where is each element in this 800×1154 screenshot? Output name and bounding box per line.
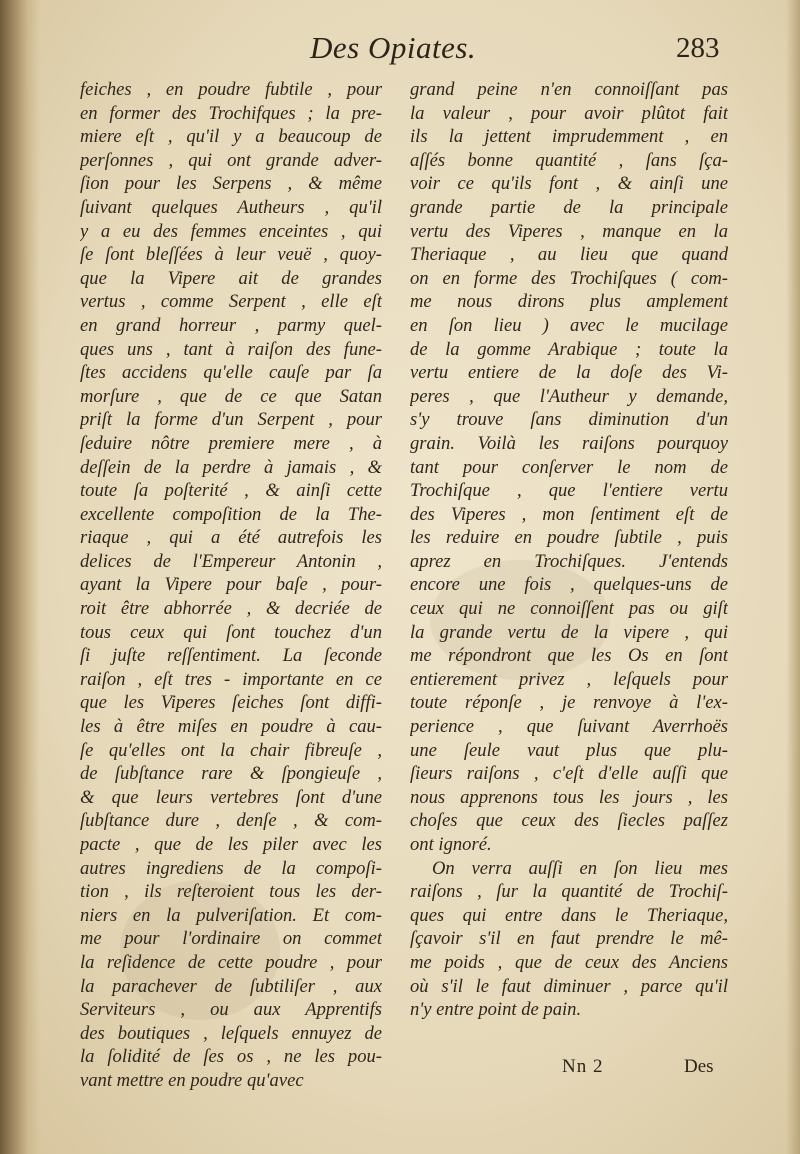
text-line: ſubſtance dure , denſe , & com- <box>80 810 382 832</box>
text-line: delices de l'Empereur Antonin , <box>80 550 382 572</box>
text-line: Theriaque , au lieu que quand <box>410 244 728 266</box>
text-line: où s'il le faut diminuer , parce qu'il <box>410 975 728 997</box>
text-line: On verra auſſi en ſon lieu mes <box>432 857 728 879</box>
text-line: en ſon lieu ) avec le mucilage <box>410 314 728 336</box>
text-line: perſonnes , qui ont grande adver- <box>80 149 382 171</box>
running-title: Des Opiates. <box>310 30 477 65</box>
text-line: que les Viperes ſeiches ſont diffi- <box>80 692 382 714</box>
text-line: s'y trouve ſans diminution d'un <box>410 409 728 431</box>
text-line: en former des Trochifques ; la pre- <box>80 102 382 124</box>
text-line: feiches , en poudre fubtile , pour <box>80 79 382 100</box>
text-column-left <box>80 78 382 1093</box>
text-line: tous ceux qui ſont touchez d'un <box>80 621 382 643</box>
text-line: ayant la Vipere pour baſe , pour- <box>80 574 382 596</box>
text-line: vertus , comme Serpent , elle eſt <box>80 291 382 313</box>
text-line: des boutiques , leſquels ennuyez de <box>80 1022 382 1044</box>
text-line: Trochiſque , que l'entiere vertu <box>410 480 728 502</box>
page-edge-shadow <box>786 0 800 1154</box>
text-line: me poids , que de ceux des Anciens <box>410 951 728 973</box>
text-line: miere eſt , qu'il y a beaucoup de <box>80 126 382 148</box>
text-line: la parachever de ſubtiliſer , aux <box>80 975 382 997</box>
text-line: on en forme des Trochiſques ( com- <box>410 267 728 289</box>
text-line: ceux qui ne connoiſſent pas ou giſt <box>410 598 728 620</box>
text-line: y a eu des femmes enceintes , qui <box>80 220 382 242</box>
text-line: perience , que ſuivant Averrhoës <box>410 716 728 738</box>
text-line: de la gomme Arabique ; toute la <box>410 338 728 360</box>
text-line: raiſon , eſt tres - importante en ce <box>80 668 382 690</box>
text-line: tant pour conſerver le nom de <box>410 456 728 478</box>
text-line: ont ignoré. <box>410 834 492 855</box>
text-line: ſieurs raiſons , c'eſt d'elle auſſi que <box>410 763 728 785</box>
text-line: toute ſa poſterité , & ainſi cette <box>80 480 382 502</box>
text-line: pacte , que de les piler avec les <box>80 834 382 855</box>
text-line: morſure , que de ce que Satan <box>80 385 382 407</box>
text-line: ſion pour les Serpens , & même <box>80 173 382 195</box>
text-line: deſſein de la perdre à jamais , & <box>80 456 382 478</box>
text-line: grande partie de la principale <box>410 196 728 218</box>
text-line: entierement privez , leſquels pour <box>410 668 728 690</box>
text-line: les à être miſes en poudre à cau- <box>80 716 382 738</box>
text-line: ſe ſont bleſſées à leur veuë , quoy- <box>80 244 382 266</box>
text-line: n'y entre point de pain. <box>410 999 582 1021</box>
text-line: vertu entiere de la doſe des Vi- <box>410 362 728 384</box>
text-line: encore une fois , quelques-uns de <box>410 574 728 596</box>
signature-mark: Nn 2 <box>562 1056 604 1077</box>
text-line: la grande vertu de la vipere , qui <box>410 621 728 643</box>
text-line: niers en la pulveriſation. Et com- <box>80 904 382 926</box>
text-line: raiſons , ſur la quantité de Trochiſ- <box>410 881 728 903</box>
text-line: ſe qu'elles ont la chair fibreuſe , <box>80 739 382 761</box>
text-line: ſçavoir s'il en faut prendre le mê- <box>410 928 728 950</box>
text-line: des Viperes , mon ſentiment eſt de <box>410 503 728 525</box>
text-line: ils la jettent imprudemment , en <box>410 126 728 148</box>
text-line: de ſubſtance rare & ſpongieuſe , <box>80 763 382 785</box>
text-line: grain. Voilà les raiſons pourquoy <box>410 432 728 454</box>
text-line: vertu des Viperes , manque en la <box>410 220 728 242</box>
text-line: excellente compoſition de la The- <box>80 503 382 525</box>
text-line: ſtes accidens qu'elle cauſe par ſa <box>80 362 382 384</box>
text-line: priſt la forme d'un Serpent , pour <box>80 409 382 431</box>
text-line: voir ce qu'ils font , & ainſi une <box>410 173 728 195</box>
catchword: Des <box>684 1056 714 1077</box>
text-line: les reduire en poudre ſubtile , puis <box>410 527 728 549</box>
text-line: la ſolidité de ſes os , ne les pou- <box>80 1046 382 1068</box>
text-line: me pour l'ordinaire on commet <box>80 928 382 950</box>
text-line: ques uns , tant à raiſon des fune- <box>80 338 382 360</box>
text-line: me nous dirons plus amplement <box>410 291 728 313</box>
page-header <box>0 30 800 80</box>
text-line: une ſeule vaut plus que plu- <box>410 739 728 761</box>
text-line: Serviteurs , ou aux Apprentifs <box>80 999 382 1021</box>
text-line: ſeduire nôtre premiere mere , à <box>80 432 382 454</box>
text-line: nous apprenons tous les jours , les <box>410 786 728 808</box>
text-line: choſes que ceux des ſiecles paſſez <box>410 810 728 832</box>
text-line: riaque , qui a été autrefois les <box>80 527 382 549</box>
text-line: & que leurs vertebres ſont d'une <box>80 786 382 808</box>
text-line: aprez en Trochiſques. J'entends <box>410 550 728 572</box>
text-line: que la Vipere ait de grandes <box>80 267 382 289</box>
text-line: vant mettre en poudre qu'avec <box>80 1069 304 1091</box>
text-line: en grand horreur , parmy quel- <box>80 314 382 336</box>
text-line: autres ingrediens de la compoſi- <box>80 857 382 879</box>
page-number: 283 <box>676 32 720 64</box>
text-line: me répondront que les Os en ſont <box>410 645 728 667</box>
binding-gutter <box>0 0 40 1154</box>
text-line: tion , ils reſteroient tous les der- <box>80 881 382 903</box>
text-column-right <box>410 78 728 1022</box>
text-line: toute réponſe , je renvoye à l'ex- <box>410 692 728 714</box>
text-line: roit être abhorrée , & decriée de <box>80 598 382 620</box>
text-line: ques qui entre dans le Theriaque, <box>410 904 728 926</box>
text-line: aſſés bonne quantité , ſans ſça- <box>410 149 728 171</box>
page-footer <box>0 1056 800 1086</box>
text-line: la reſidence de cette poudre , pour <box>80 951 382 973</box>
text-line: la valeur , pour avoir plûtot fait <box>410 102 728 124</box>
text-line: ſi juſte reſſentiment. La ſeconde <box>80 645 382 667</box>
text-line: grand peine n'en connoiſſant pas <box>410 79 728 100</box>
text-line: peres , que l'Autheur y demande, <box>410 385 728 407</box>
text-line: ſuivant quelques Autheurs , qu'il <box>80 196 382 218</box>
